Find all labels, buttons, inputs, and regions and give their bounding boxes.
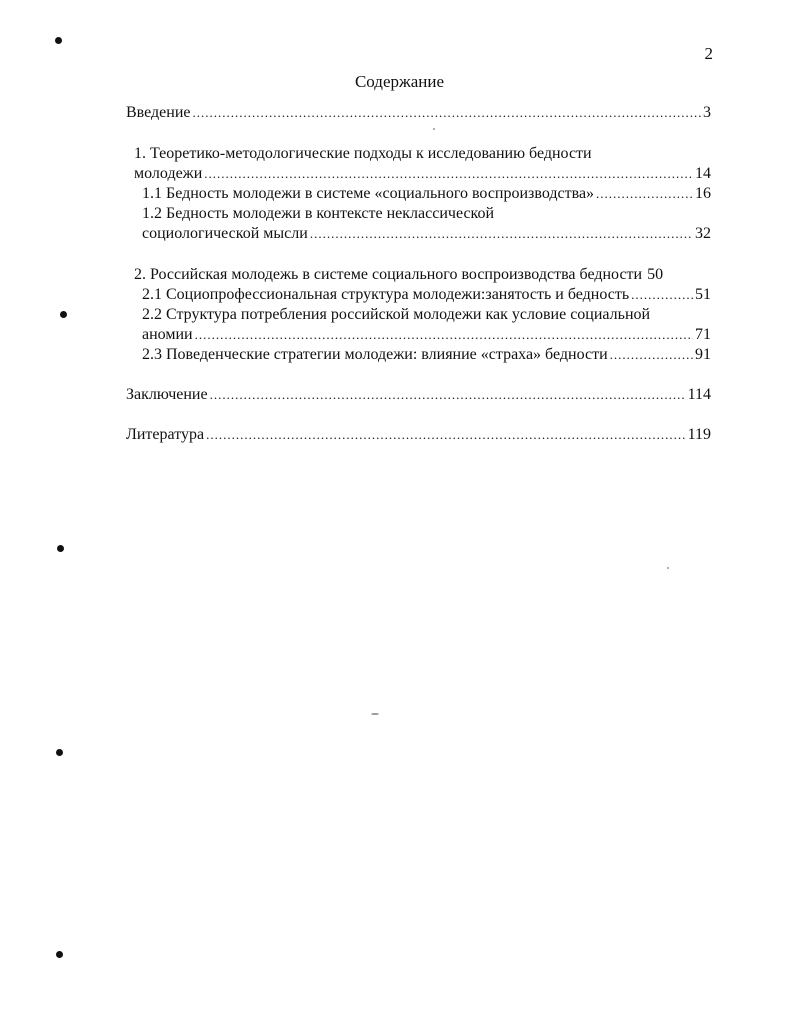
page-number: 2 xyxy=(704,44,713,63)
toc-entry-text: Литература xyxy=(126,426,205,443)
toc-entry-text: Введение xyxy=(126,104,191,121)
toc-leader-dots xyxy=(631,285,693,305)
scan-hole-mark xyxy=(60,311,67,318)
toc-leader-dots xyxy=(210,385,686,405)
toc-leader-dots xyxy=(206,425,686,445)
page-title: Содержание xyxy=(354,72,445,91)
scan-speck xyxy=(667,567,669,569)
toc-entry-page: 114 xyxy=(687,386,711,403)
toc-entry-text-line1: 2.2 Структура потребления российской молодежи как условие социальной xyxy=(142,306,651,323)
toc-entry-text: аномии xyxy=(142,326,193,343)
toc-entry-page: 14 xyxy=(695,165,711,182)
toc-leader-dots xyxy=(193,103,702,123)
toc-entry-text: молодежи xyxy=(134,165,203,182)
toc-entry-page: 119 xyxy=(687,426,711,443)
toc-entry-introduction[interactable] xyxy=(126,103,711,123)
scan-speck xyxy=(371,713,379,715)
toc-entry-page: 3 xyxy=(703,104,711,121)
toc-leader-dots xyxy=(204,164,693,184)
toc-entry-text: 2.1 Социопрофессиональная структура молодежи:занятость и бедность xyxy=(142,286,630,303)
toc-entry-conclusion[interactable] xyxy=(126,385,711,405)
toc-entry-text: социологической мысли xyxy=(142,225,308,242)
scan-hole-mark xyxy=(55,37,62,44)
scan-hole-mark xyxy=(57,545,64,552)
scan-hole-mark xyxy=(56,951,63,958)
toc-entry-literature[interactable] xyxy=(126,425,711,445)
toc-entry-1-1[interactable] xyxy=(126,184,711,204)
toc-entry-text: 1.1 Бедность молодежи в системе «социального воспроизводства» xyxy=(142,185,595,202)
toc-entry-2-2[interactable] xyxy=(126,305,711,345)
toc-entry-page: 50 xyxy=(647,266,664,283)
scan-hole-mark xyxy=(56,749,63,756)
toc-entry-text: 2. Российская молодежь в системе социального воспроизводства бедности xyxy=(134,266,643,283)
toc-leader-dots xyxy=(610,345,693,365)
toc-leader-dots xyxy=(596,184,693,204)
toc-leader-dots xyxy=(310,224,693,244)
toc-entry-page: 91 xyxy=(695,346,711,363)
toc-entry-1-2[interactable] xyxy=(126,204,711,244)
toc-entry-page: 51 xyxy=(695,286,711,303)
toc-entry-page: 71 xyxy=(695,326,711,343)
table-of-contents xyxy=(126,103,711,445)
toc-entry-page: 32 xyxy=(695,225,711,242)
toc-entry-text-line1: 1.2 Бедность молодежи в контексте неклассической xyxy=(142,205,495,222)
toc-entry-chapter-2[interactable] xyxy=(126,265,711,285)
toc-entry-chapter-1[interactable] xyxy=(126,144,711,184)
toc-leader-dots xyxy=(195,325,693,345)
toc-entry-text-line1: 1. Теоретико-методологические подходы к исследованию бедности xyxy=(134,145,592,162)
toc-entry-text: 2.3 Поведенческие стратегии молодежи: влияние «страха» бедности xyxy=(142,346,608,363)
toc-entry-2-1[interactable] xyxy=(126,285,711,305)
toc-entry-page: 16 xyxy=(695,185,711,202)
scan-speck xyxy=(433,128,435,130)
toc-entry-2-3[interactable] xyxy=(126,345,711,365)
toc-entry-text: Заключение xyxy=(126,386,208,403)
